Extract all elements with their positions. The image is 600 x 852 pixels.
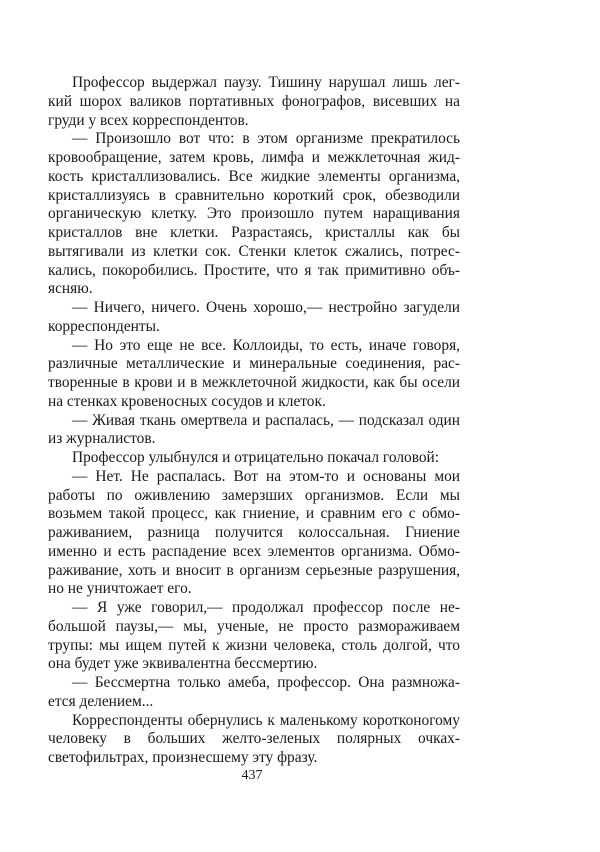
paragraph: — Ничего, ничего. Очень хорошо,— нестройно загудели корреспонденты. — [48, 299, 460, 335]
page-number: 437 — [241, 768, 263, 783]
paragraph: — Я уже говорил,— продолжал профессор после небольшой паузы,— мы, ученые, не просто размораживаем трупы: мы ищем путей к жизни человека, столь долгой, что она будет уже эквивалентна бессмертию. — [48, 599, 460, 673]
paragraph: Профессор улыбнулся и отрицательно покачал головой: — [72, 449, 440, 466]
page-text — [48, 74, 460, 768]
paragraph: — Произошло вот что: в этом организме прекратилось кровообращение, затем кровь, лимфа и межклеточная жидкость кристаллизовались. Все жидкие элементы организма, кристаллизуясь в сравнительно короткий срок, обезводили органическую клетку. Это произошло путем наращивания кристаллов вне клетки. Разрастаясь, кристаллы как бы вытягивали из клетки сок. Стенки клеток сжались, потрескались, покоробились. Простите, что я так примитивно объясняю. — [48, 130, 460, 298]
paragraph: Корреспонденты обернулись к маленькому коротконогому человеку в больших желто-зеленых полярных очкахсветофильтрах, произнесшему эту фразу. — [48, 711, 460, 766]
paragraph: — Живая ткань омертвела и распалась, — подсказал один из журналистов. — [48, 411, 460, 448]
paragraph: — Бессмертна только амеба, профессор. Она размножается делением... — [48, 674, 460, 710]
paragraph: — Нет. Не распалась. Вот на этом-то и основаны мои работы по оживлению замерзших организмов. Если мы возьмем такой процесс, как гниение, и сравним его с обмораживанием, разница получится колоссальная. Гниение именно и есть распадение всех элементов организма. Обмораживание, хоть и вносит в организм серьезные разрушения, но не уничтожает его. — [48, 467, 460, 598]
paragraph: Профессор выдержал паузу. Тишину нарушал лишь легкий шорох валиков портативных фонографов, висевших на груди у всех корреспондентов. — [48, 74, 460, 129]
paragraph: — Но это еще не все. Коллоиды, то есть, иначе говоря, различные металлические и минеральные соединения, растворенные в крови и в межклеточной жидкости, как бы осели на стенках кровеносных сосудов и клеток. — [48, 336, 460, 410]
